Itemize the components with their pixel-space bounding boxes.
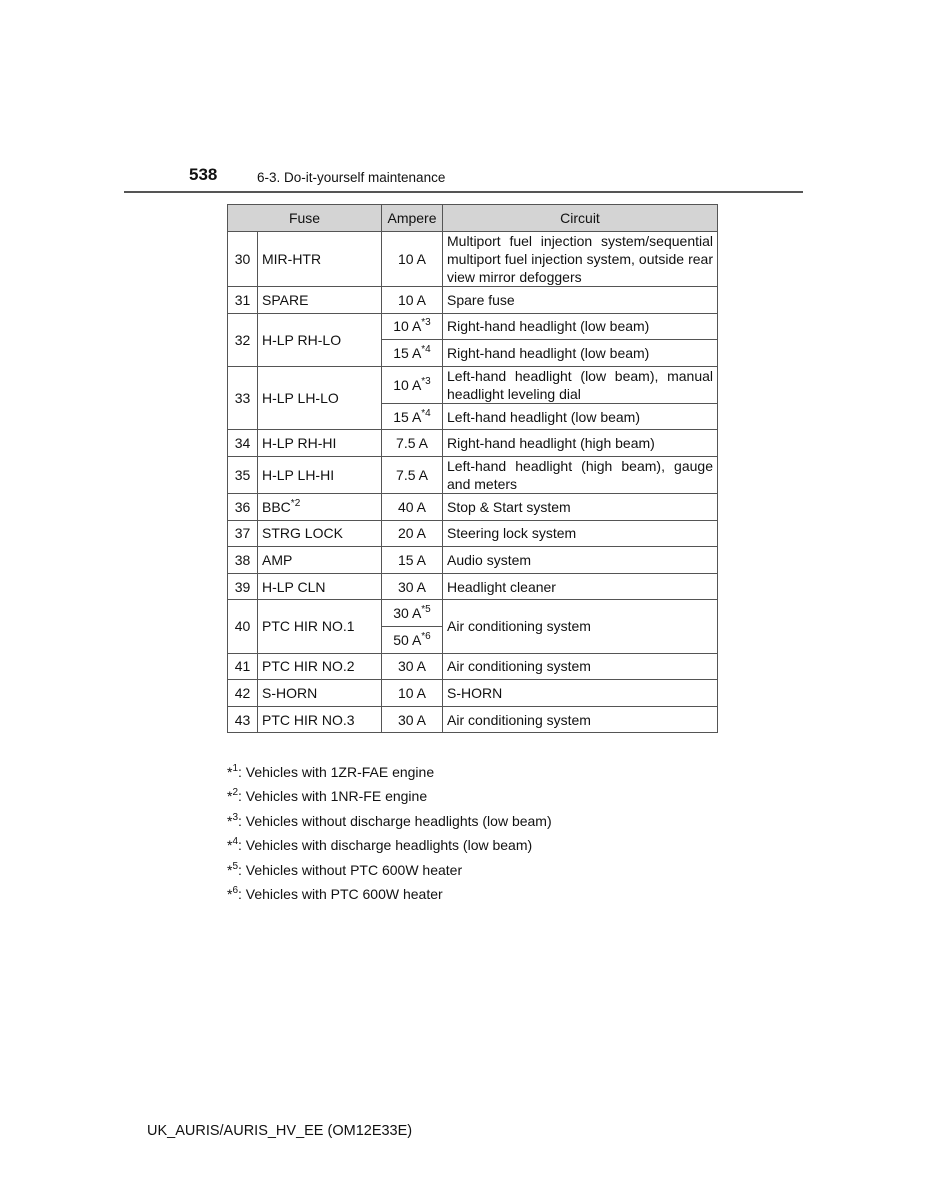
- column-header-circuit: Circuit: [443, 205, 718, 232]
- table-row: [228, 493, 718, 520]
- footnote-ref: *6: [421, 630, 431, 642]
- fuse-number: 39: [228, 573, 258, 600]
- fuse-number: 38: [228, 547, 258, 574]
- fuse-circuit: Left-hand headlight (low beam), manual headlight leveling dial: [443, 366, 718, 403]
- fuse-name: H-LP RH-LO: [258, 313, 382, 366]
- footnote: *$^4$: Vehicles with discharge headlights (low beam): [227, 836, 533, 854]
- table-row: [228, 456, 718, 493]
- fuse-number: 36: [228, 493, 258, 520]
- fuse-number: 43: [228, 706, 258, 733]
- fuse-circuit: S-HORN: [443, 680, 718, 707]
- fuse-number: 34: [228, 430, 258, 457]
- table-row: [228, 313, 718, 340]
- page-number: 538: [189, 165, 218, 184]
- fuse-ampere: 10 A: [382, 680, 443, 707]
- fuse-name: H-LP CLN: [258, 573, 382, 600]
- fuse-circuit: Audio system: [443, 547, 718, 574]
- table-row: [228, 520, 718, 547]
- footnote: *$^2$: Vehicles with 1NR-FE engine: [227, 787, 428, 805]
- fuse-circuit: Air conditioning system: [443, 706, 718, 733]
- footnote-ref: *5: [421, 604, 431, 616]
- fuse-ampere: 15 A: [382, 547, 443, 574]
- fuse-ampere: 10 $A^{*3}$: [382, 313, 443, 340]
- fuse-ampere: 20 A: [382, 520, 443, 547]
- fuse-circuit: Steering lock system: [443, 520, 718, 547]
- table-row: [228, 430, 718, 457]
- header-rule: [124, 191, 803, 193]
- fuse-ampere: 30 A: [382, 706, 443, 733]
- fuse-ampere: 15 $A^{*4}$: [382, 340, 443, 367]
- footnote: *$^1$: Vehicles with 1ZR-FAE engine: [227, 763, 435, 780]
- fuse-circuit: Stop & Start system: [443, 493, 718, 520]
- fuse-ampere: 15 $A^{*4}$: [382, 403, 443, 430]
- table-row: [228, 232, 718, 287]
- fuse-circuit: Headlight cleaner: [443, 573, 718, 600]
- fuse-name: PTC HIR NO.3: [258, 706, 382, 733]
- table-row: [228, 366, 718, 403]
- fuse-number: 42: [228, 680, 258, 707]
- fuse-ampere: 10 A: [382, 232, 443, 287]
- section-title: 6-3. Do-it-yourself maintenance: [257, 170, 446, 185]
- table-row: [228, 600, 718, 627]
- footnote-ref: *3: [421, 317, 431, 329]
- table-row: [228, 680, 718, 707]
- footnote-ref: *4: [421, 343, 431, 355]
- fuse-number: 41: [228, 653, 258, 680]
- fuse-circuit: Spare fuse: [443, 287, 718, 314]
- fuse-ampere: 10 A: [382, 287, 443, 314]
- fuse-ampere: 7.5 A: [382, 456, 443, 493]
- fuse-name: H-LP RH-HI: [258, 430, 382, 457]
- column-header-ampere: Ampere: [382, 205, 443, 232]
- footnote-ref: *3: [421, 375, 431, 387]
- fuse-circuit: Right-hand headlight (low beam): [443, 340, 718, 367]
- document-code: UK_AURIS/AURIS_HV_EE (OM12E33E): [147, 1123, 413, 1139]
- fuse-circuit: Air conditioning system: [443, 600, 718, 653]
- fuse-number: 37: [228, 520, 258, 547]
- fuse-circuit: Right-hand headlight (low beam): [443, 313, 718, 340]
- footnote: *$^5$: Vehicles without PTC 600W heater: [227, 860, 463, 878]
- table-row: [228, 706, 718, 733]
- fuse-name: PTC HIR NO.2: [258, 653, 382, 680]
- table-row: [228, 287, 718, 314]
- fuse-name: MIR-HTR: [258, 232, 382, 287]
- fuse-name: H-LP LH-LO: [258, 366, 382, 430]
- fuse-ampere: 10 $A^{*3}$: [382, 366, 443, 403]
- table-header-row: [228, 205, 718, 232]
- fuse-circuit: Multiport fuel injection system/sequential multiport fuel injection system, outside rear view mirror defoggers: [443, 232, 718, 287]
- footnotes: [227, 762, 552, 908]
- fuse-name: AMP: [258, 547, 382, 574]
- fuse-name: H-LP LH-HI: [258, 456, 382, 493]
- fuse-ampere: 50 $A^{*6}$: [382, 626, 443, 653]
- fuse-name: STRG LOCK: [258, 520, 382, 547]
- fuse-number: 33: [228, 366, 258, 430]
- fuse-number: 35: [228, 456, 258, 493]
- footnote: *$^6$: Vehicles with PTC 600W heater: [227, 884, 443, 902]
- fuse-number: 30: [228, 232, 258, 287]
- fuse-number: 40: [228, 600, 258, 653]
- table-row: [228, 547, 718, 574]
- fuse-name: PTC HIR NO.1: [258, 600, 382, 653]
- table-row: [228, 653, 718, 680]
- fuse-circuit: Left-hand headlight (low beam): [443, 403, 718, 430]
- fuse-circuit: Right-hand headlight (high beam): [443, 430, 718, 457]
- fuse-ampere: 7.5 A: [382, 430, 443, 457]
- footnote: *$^3$: Vehicles without discharge headlights (low beam): [227, 811, 552, 829]
- fuse-name: BBC$^{*2}$: [258, 493, 382, 520]
- footnote-ref: *4: [421, 407, 431, 419]
- fuse-circuit: Left-hand headlight (high beam), gauge and meters: [443, 456, 718, 493]
- fuse-name: S-HORN: [258, 680, 382, 707]
- fuse-number: 31: [228, 287, 258, 314]
- table-row: [228, 573, 718, 600]
- fuse-ampere: 30 A: [382, 573, 443, 600]
- fuse-ampere: 30 $A^{*5}$: [382, 600, 443, 627]
- fuse-table: [227, 204, 718, 733]
- fuse-ampere: 40 A: [382, 493, 443, 520]
- fuse-ampere: 30 A: [382, 653, 443, 680]
- fuse-number: 32: [228, 313, 258, 366]
- fuse-circuit: Air conditioning system: [443, 653, 718, 680]
- column-header-fuse: Fuse: [228, 205, 382, 232]
- footnote-ref: *2: [290, 497, 301, 509]
- fuse-name: SPARE: [258, 287, 382, 314]
